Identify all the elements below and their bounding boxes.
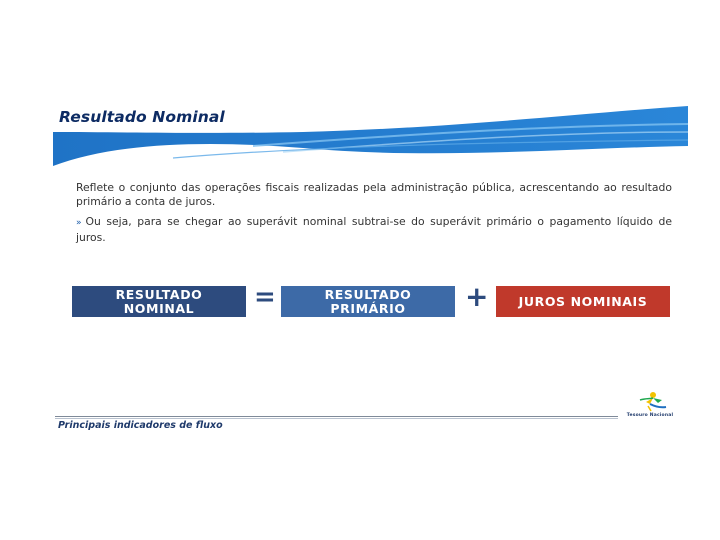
body-text <box>76 181 672 251</box>
header-banner <box>53 88 688 168</box>
footer-divider <box>55 416 618 417</box>
equals-sign: = <box>254 282 276 312</box>
box-juros-nominais <box>496 286 670 317</box>
bullet-arrow-icon: » <box>76 218 82 228</box>
box-resultado-primario <box>281 286 455 317</box>
logo-star-icon <box>620 388 680 414</box>
box-primario-line1: RESULTADO <box>324 287 412 302</box>
paragraph-definition: Reflete o conjunto das operações fiscais realizadas pela administração pública, acrescentando ao resultado primário a conta de juros. <box>76 181 672 208</box>
box-nominal-line2: NOMINAL <box>123 300 195 316</box>
plus-sign: + <box>465 280 489 313</box>
box-resultado-nominal <box>72 286 246 317</box>
box-nominal-line1: RESULTADO <box>115 287 203 302</box>
paragraph-explanation-text: Ou seja, para se chegar ao superávit nominal subtrai-se do superávit primário o pagamento líquido de juros. <box>76 215 672 244</box>
box-primario-line2: PRIMÁRIO <box>330 300 406 316</box>
logo-wordmark: Tesouro Nacional <box>626 413 674 418</box>
page-title: Resultado Nominal <box>59 108 225 126</box>
footer-divider-secondary <box>55 418 618 419</box>
footer-caption: Principais indicadores de fluxo <box>58 420 223 431</box>
banner-wave-graphic <box>53 88 688 168</box>
paragraph-explanation <box>76 215 672 244</box>
tesouro-nacional-logo <box>620 388 680 422</box>
box-juros-label: JUROS NOMINAIS <box>518 293 648 309</box>
